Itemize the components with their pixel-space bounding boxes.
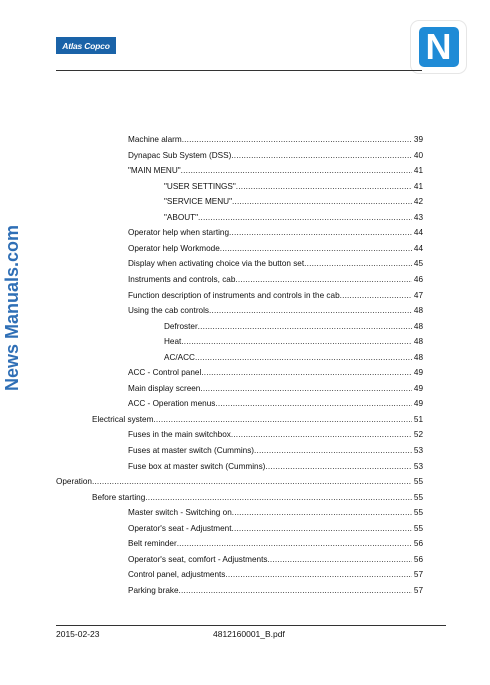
toc-entry-title: "ABOUT" xyxy=(164,212,199,222)
toc-entry-title: Operator's seat, comfort - Adjustments xyxy=(128,554,268,564)
toc-entry[interactable] xyxy=(92,415,423,427)
n-logo-icon: N xyxy=(419,27,459,67)
toc-leader-dots xyxy=(195,353,412,362)
toc-leader-dots xyxy=(236,182,412,191)
toc-leader-dots xyxy=(198,322,412,331)
toc-entry[interactable] xyxy=(164,197,423,209)
toc-entry[interactable] xyxy=(128,539,423,551)
toc-leader-dots xyxy=(235,275,411,284)
toc-leader-dots xyxy=(177,539,412,548)
toc-entry-title: ACC - Operation menus xyxy=(128,399,216,409)
toc-entry[interactable] xyxy=(128,259,423,271)
toc-entry-title: Operator's seat - Adjustment xyxy=(128,523,232,533)
toc-leader-dots xyxy=(232,197,412,206)
toc-entry-title: Belt reminder xyxy=(128,539,177,549)
toc-entry-title: ACC - Control panel xyxy=(128,368,202,378)
logo-text: Atlas Copco xyxy=(62,40,110,51)
footer-filename: 4812160001_B.pdf xyxy=(213,629,285,639)
toc-entry[interactable] xyxy=(128,430,423,442)
toc-leader-dots xyxy=(267,555,411,564)
toc-entry[interactable] xyxy=(128,368,423,380)
toc-entry-page: 48 xyxy=(413,321,423,331)
toc-entry-page: 55 xyxy=(413,492,423,502)
toc-leader-dots xyxy=(340,291,412,300)
toc-leader-dots xyxy=(145,493,412,502)
toc-entry[interactable] xyxy=(128,306,423,318)
toc-entry-title: Machine alarm xyxy=(128,135,182,144)
toc-entry[interactable] xyxy=(128,524,423,536)
toc-leader-dots xyxy=(181,166,412,175)
toc-entry[interactable] xyxy=(128,570,423,582)
toc-entry[interactable] xyxy=(92,493,423,505)
toc-entry[interactable] xyxy=(128,275,423,287)
toc-leader-dots xyxy=(231,151,412,160)
toc-entry-page: 49 xyxy=(413,399,423,409)
toc-entry-page: 55 xyxy=(413,508,423,518)
toc-entry-page: 43 xyxy=(413,212,423,222)
toc-entry-page: 41 xyxy=(413,166,423,176)
toc-entry-title: "USER SETTINGS" xyxy=(164,181,236,191)
side-watermark-text: News Manuals.com xyxy=(2,224,22,391)
toc-leader-dots xyxy=(229,228,412,237)
toc-entry[interactable] xyxy=(56,477,423,489)
toc-entry-title: Using the cab controls xyxy=(128,306,210,316)
toc-entry-page: 57 xyxy=(413,585,423,595)
toc-entry-title: Fuse box at master switch (Cummins) xyxy=(128,461,266,471)
toc-leader-dots xyxy=(265,462,411,471)
toc-entry-title: Operator help when starting xyxy=(128,228,230,238)
toc-entry-page: 48 xyxy=(413,337,423,347)
toc-leader-dots xyxy=(254,446,412,455)
toc-leader-dots xyxy=(182,135,412,144)
toc-entry[interactable] xyxy=(128,244,423,256)
toc-leader-dots xyxy=(232,508,412,517)
toc-leader-dots xyxy=(231,430,412,439)
toc-entry-page: 52 xyxy=(413,430,423,440)
toc-entry[interactable] xyxy=(128,135,423,147)
footer-rule xyxy=(56,625,446,626)
toc-leader-dots xyxy=(198,213,412,222)
toc-entry-page: 51 xyxy=(413,414,423,424)
toc-leader-dots xyxy=(225,570,411,579)
toc-leader-dots xyxy=(153,415,411,424)
toc-entry[interactable] xyxy=(128,508,423,520)
toc-entry-page: 47 xyxy=(413,290,423,300)
toc-entry-title: Operator help Workmode xyxy=(128,243,220,253)
toc-entry-page: 56 xyxy=(413,554,423,564)
toc-entry-page: 56 xyxy=(413,539,423,549)
toc-entry-title: Operation xyxy=(56,477,92,487)
toc-leader-dots xyxy=(179,586,412,595)
toc-entry-title: "SERVICE MENU" xyxy=(164,197,232,207)
toc-entry[interactable] xyxy=(164,213,423,225)
footer-date: 2015-02-23 xyxy=(56,629,100,639)
toc-entry-page: 55 xyxy=(413,477,423,487)
toc-entry-page: 44 xyxy=(413,243,423,253)
toc-entry[interactable] xyxy=(164,322,423,334)
toc-entry-page: 49 xyxy=(413,383,423,393)
toc-entry-title: "MAIN MENU" xyxy=(128,166,181,176)
toc-entry[interactable] xyxy=(128,291,423,303)
toc-entry-title: Instruments and controls, cab xyxy=(128,274,236,284)
toc-entry[interactable] xyxy=(164,353,423,365)
toc-leader-dots xyxy=(92,477,412,486)
toc-entry[interactable] xyxy=(128,384,423,396)
toc-leader-dots xyxy=(201,368,412,377)
toc-entry-title: Heat xyxy=(164,337,182,347)
toc-entry-page: 48 xyxy=(413,352,423,362)
toc-entry-page: 42 xyxy=(413,197,423,207)
toc-entry-title: Defroster xyxy=(164,321,198,331)
toc-entry[interactable] xyxy=(128,446,423,458)
toc-entry-title: Display when activating choice via the button set xyxy=(128,259,305,269)
toc-entry[interactable] xyxy=(128,166,423,178)
toc-entry[interactable] xyxy=(128,399,423,411)
toc-entry-title: Before starting xyxy=(92,492,146,502)
toc-leader-dots xyxy=(232,524,412,533)
toc-entry[interactable] xyxy=(128,555,423,567)
toc-entry-title: Parking brake xyxy=(128,585,179,595)
toc-entry-title: Function description of instruments and controls in the cab xyxy=(128,290,340,300)
toc-entry-title: Electrical system xyxy=(92,414,154,424)
toc-entry-page: 41 xyxy=(413,181,423,191)
toc-entry-page: 45 xyxy=(413,259,423,269)
toc-entry-title: AC/ACC xyxy=(164,352,195,362)
toc-entry-page: 48 xyxy=(413,306,423,316)
toc-entry-page: 57 xyxy=(413,570,423,580)
toc-leader-dots xyxy=(181,337,412,346)
toc-entry-title: Fuses at master switch (Cummins) xyxy=(128,446,255,455)
toc-leader-dots xyxy=(220,244,412,253)
toc-entry-page: 49 xyxy=(413,368,423,378)
toc-entry-title: Dynapac Sub System (DSS) xyxy=(128,150,232,160)
toc-entry-page: 55 xyxy=(413,523,423,533)
toc-leader-dots xyxy=(200,384,412,393)
toc-leader-dots xyxy=(304,259,412,268)
toc-entry-title: Control panel, adjustments xyxy=(128,570,226,580)
toc-entry-page: 40 xyxy=(413,150,423,160)
toc-entry-title: Fuses in the main switchbox xyxy=(128,430,231,440)
toc-leader-dots xyxy=(209,306,412,315)
toc-entry-title: Master switch - Switching on xyxy=(128,508,232,518)
toc-entry-page: 46 xyxy=(413,274,423,284)
toc-entry-page: 53 xyxy=(413,446,423,455)
toc-entry[interactable] xyxy=(128,228,423,240)
toc-entry-page: 39 xyxy=(413,135,423,144)
toc-entry[interactable] xyxy=(128,586,423,598)
toc-entry-title: Main display screen xyxy=(128,383,201,393)
toc-entry[interactable] xyxy=(164,182,423,194)
toc-entry[interactable] xyxy=(128,462,423,474)
toc-entry-page: 53 xyxy=(413,461,423,471)
toc-entry[interactable] xyxy=(128,151,423,163)
toc-entry[interactable] xyxy=(164,337,423,349)
toc-leader-dots xyxy=(215,399,412,408)
toc-entry-page: 44 xyxy=(413,228,423,238)
